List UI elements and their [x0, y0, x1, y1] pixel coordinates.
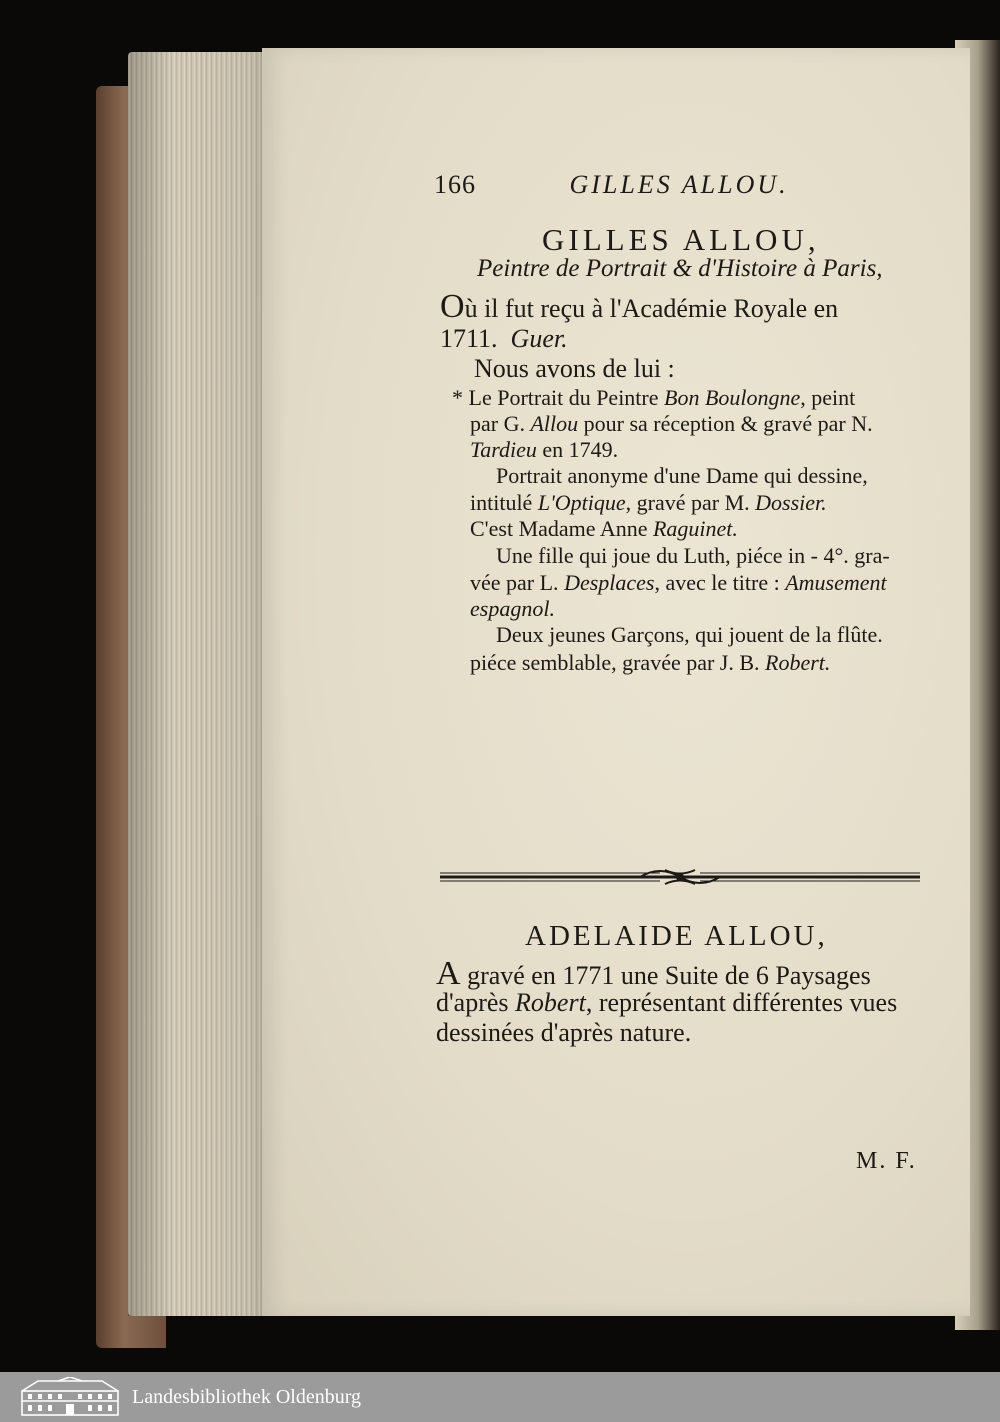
library-building-icon	[18, 1377, 122, 1417]
page-header	[434, 170, 789, 200]
work2-line3: C'est Madame Anne Raguinet.	[470, 516, 738, 541]
drop-cap-a: A	[436, 955, 461, 992]
library-name: Landesbibliothek Oldenburg	[132, 1385, 362, 1408]
signature: M. F.	[856, 1148, 917, 1174]
works-heading: Nous avons de lui :	[474, 354, 675, 383]
intro-line-1: Où il fut reçu à l'Académie Royale en	[440, 288, 839, 325]
work4-line2: piéce semblable, gravée par J. B. Robert.	[470, 650, 831, 675]
work2-line2: intitulé L'Optique, gravé par M. Dossier.	[470, 490, 827, 515]
work3-line3: espagnol.	[470, 596, 555, 621]
work4-line1: Deux jeunes Garçons, qui jouent de la flûte.	[496, 622, 883, 647]
drop-cap-o: O	[440, 288, 465, 325]
work1-line3: Tardieu en 1749.	[470, 437, 619, 462]
work3-line2: vée par L. Desplaces, avec le titre : Amusement	[470, 570, 887, 595]
work1-line1: * Le Portrait du Peintre Bon Boulongne, peint	[452, 385, 856, 410]
work2-line1: Portrait anonyme d'une Dame qui dessine,	[496, 463, 868, 488]
page-stack	[128, 52, 278, 1316]
intro-line-2: 1711. Guer.	[440, 324, 568, 353]
work1-line2: par G. Allou pour sa réception & gravé par N.	[470, 411, 873, 436]
entry-title-gilles: GILLES ALLOU,	[542, 222, 820, 257]
running-head: GILLES ALLOU.	[569, 170, 789, 199]
footer-bar	[0, 1372, 1000, 1422]
page-number: 166	[434, 170, 476, 199]
adelaide-line1: A gravé en 1771 une Suite de 6 Paysages	[436, 955, 871, 992]
ornament-rule-icon	[440, 864, 920, 890]
adelaide-line3: dessinées d'après nature.	[436, 1018, 692, 1047]
entry-title-adelaide: ADELAIDE ALLOU,	[525, 920, 828, 952]
work3-line1: Une fille qui joue du Luth, piéce in - 4°. gra-	[496, 543, 890, 568]
adelaide-line2: d'après Robert, représentant différentes vues	[436, 988, 898, 1017]
entry-subtitle-gilles: Peintre de Portrait & d'Histoire à Paris,	[477, 255, 883, 282]
